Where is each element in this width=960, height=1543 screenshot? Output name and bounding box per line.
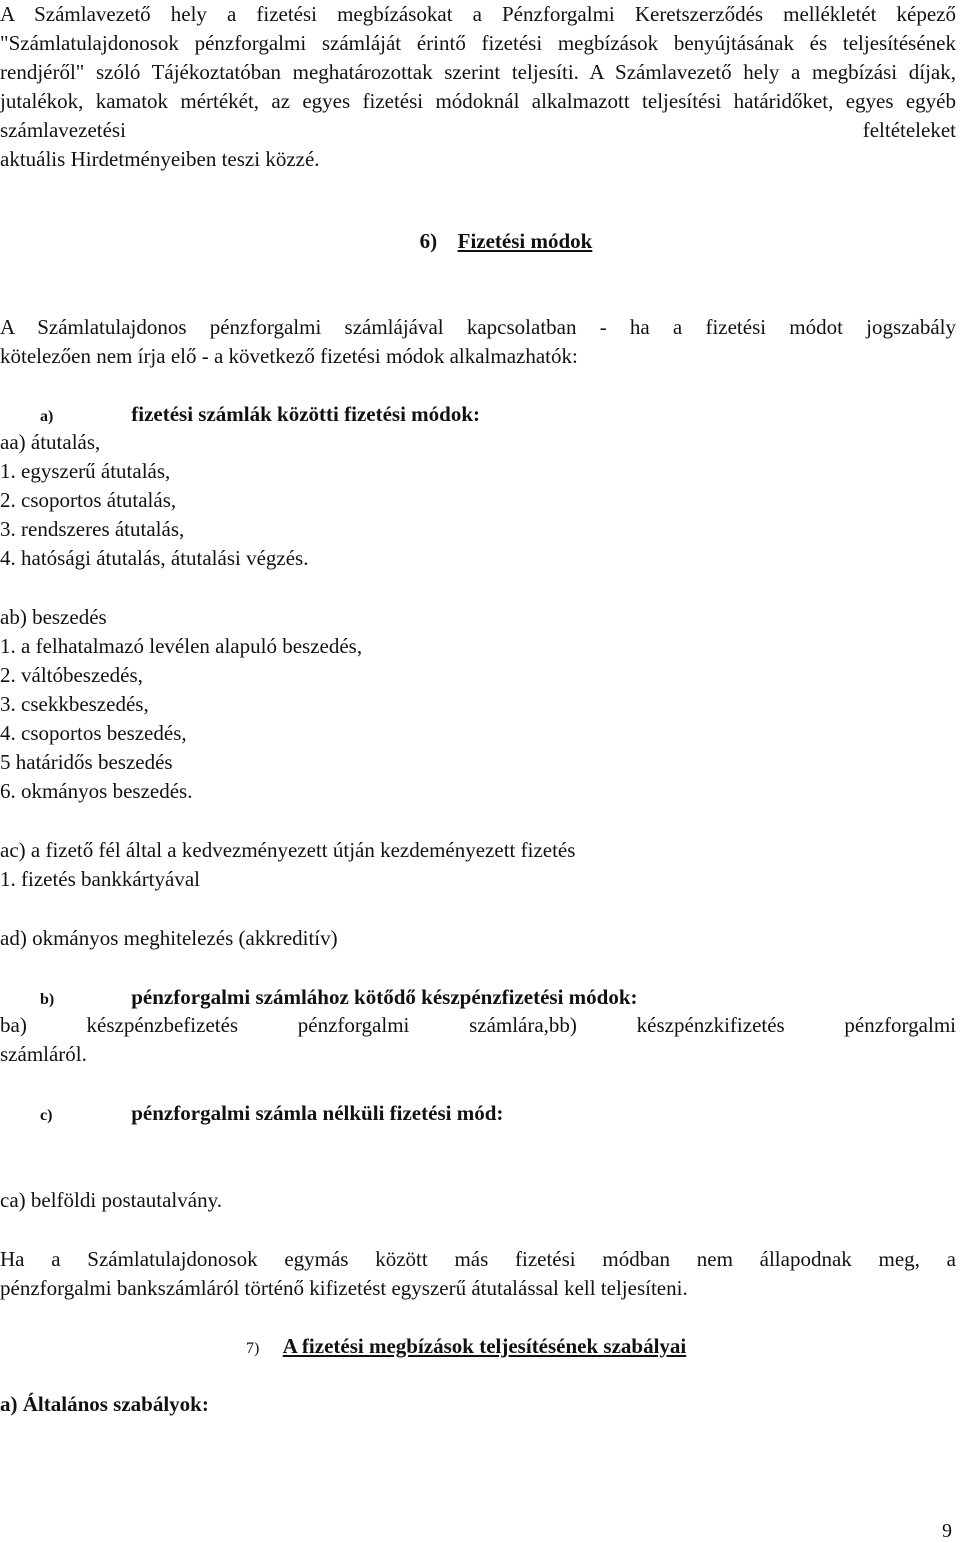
ac-heading: ac) a fizető fél által a kedvezményezett útján kezdeményezett fizetés (0, 838, 576, 862)
intro-line: teljesíti. A Számlavezető hely a megbízási díjak, jutalékok, kamatok mértékét, az egyes (0, 60, 956, 113)
subsection-b-line: ba) készpénzbefizetés pénzforgalmi számlára,bb) készpénzkifizetés pénzforgalmi (0, 1013, 956, 1037)
general-rules-heading: a) Általános szabályok: (0, 1392, 209, 1416)
subsection-c-title: pénzforgalmi számla nélküli fizetési mód: (131, 1101, 504, 1125)
intro-line-last: aktuális Hirdetményeiben teszi közzé. (0, 147, 320, 171)
para2-line: Ha a Számlatulajdonosok egymás között más fizetési módban nem állapodnak meg, a (0, 1247, 956, 1271)
ab-item: 1. a felhatalmazó levélen alapuló beszedés, (0, 634, 363, 658)
section-6-number: 6) (419, 229, 438, 253)
section-7-title: A fizetési megbízások teljesítésének szabályai (282, 1334, 687, 1358)
subsection-b-heading (40, 983, 638, 1014)
subsection-b-label: b) (40, 991, 55, 1008)
subsection-c-heading (40, 1099, 503, 1130)
ab-item: 6. okmányos beszedés. (0, 779, 193, 803)
subsection-b-text (0, 1011, 956, 1069)
ab-item: 2. váltóbeszedés, (0, 663, 143, 687)
subsection-b-title: pénzforgalmi számlához kötődő készpénzfizetési módok: (131, 985, 638, 1009)
ac-item: 1. fizetés bankkártyával (0, 867, 200, 891)
subsection-a-title: fizetési számlák közötti fizetési módok: (131, 402, 480, 426)
para1-line-last: kötelezően nem írja elő - a következő fizetési módok alkalmazhatók: (0, 344, 578, 368)
page-number: 9 (942, 1520, 952, 1542)
section-6-title: Fizetési módok (457, 229, 593, 253)
intro-line: A Számlavezető hely a fizetési megbízásokat a Pénzforgalmi Keretszerződés mellékletét (0, 2, 877, 26)
subsection-a-heading (40, 400, 480, 431)
section-6-heading (28, 227, 960, 256)
ab-item: 3. csekkbeszedés, (0, 692, 149, 716)
payment-methods-intro (0, 313, 956, 371)
ca-item: ca) belföldi postautalvány. (0, 1188, 222, 1212)
para2-line-last: pénzforgalmi bankszámláról történő kifizetést egyszerű átutalással kell teljesíteni. (0, 1276, 688, 1300)
intro-line: képező "Számlatulajdonosok pénzforgalmi számláját érintő fizetési megbízások (0, 2, 956, 55)
default-method-paragraph (0, 1245, 956, 1303)
ab-item: 4. csoportos beszedés, (0, 721, 187, 745)
ad-heading: ad) okmányos meghitelezés (akkreditív) (0, 926, 338, 950)
aa-heading: aa) átutalás, (0, 430, 101, 454)
intro-line: benyújtásának és teljesítésének rendjéről" szóló Tájékoztatóban meghatározottak szerint (0, 31, 956, 84)
intro-line: fizetési módoknál alkalmazott teljesítési határidőket, egyes egyéb számlavezetési feltételeket (0, 89, 956, 142)
subsection-a-label: a) (40, 408, 54, 425)
ab-heading: ab) beszedés (0, 605, 107, 629)
para1-line: A Számlatulajdonos pénzforgalmi számlájával kapcsolatban - ha a fizetési módot jogszabály (0, 315, 956, 339)
aa-item: 3. rendszeres átutalás, (0, 517, 185, 541)
aa-item: 4. hatósági átutalás, átutalási végzés. (0, 546, 309, 570)
section-7-heading (246, 1332, 686, 1363)
section-7-number: 7) (246, 1340, 260, 1357)
aa-item: 1. egyszerű átutalás, (0, 459, 171, 483)
subsection-b-line-last: számláról. (0, 1042, 87, 1066)
aa-item: 2. csoportos átutalás, (0, 488, 177, 512)
subsection-c-label: c) (40, 1107, 53, 1124)
intro-paragraph (0, 0, 956, 174)
ab-item: 5 határidős beszedés (0, 750, 173, 774)
